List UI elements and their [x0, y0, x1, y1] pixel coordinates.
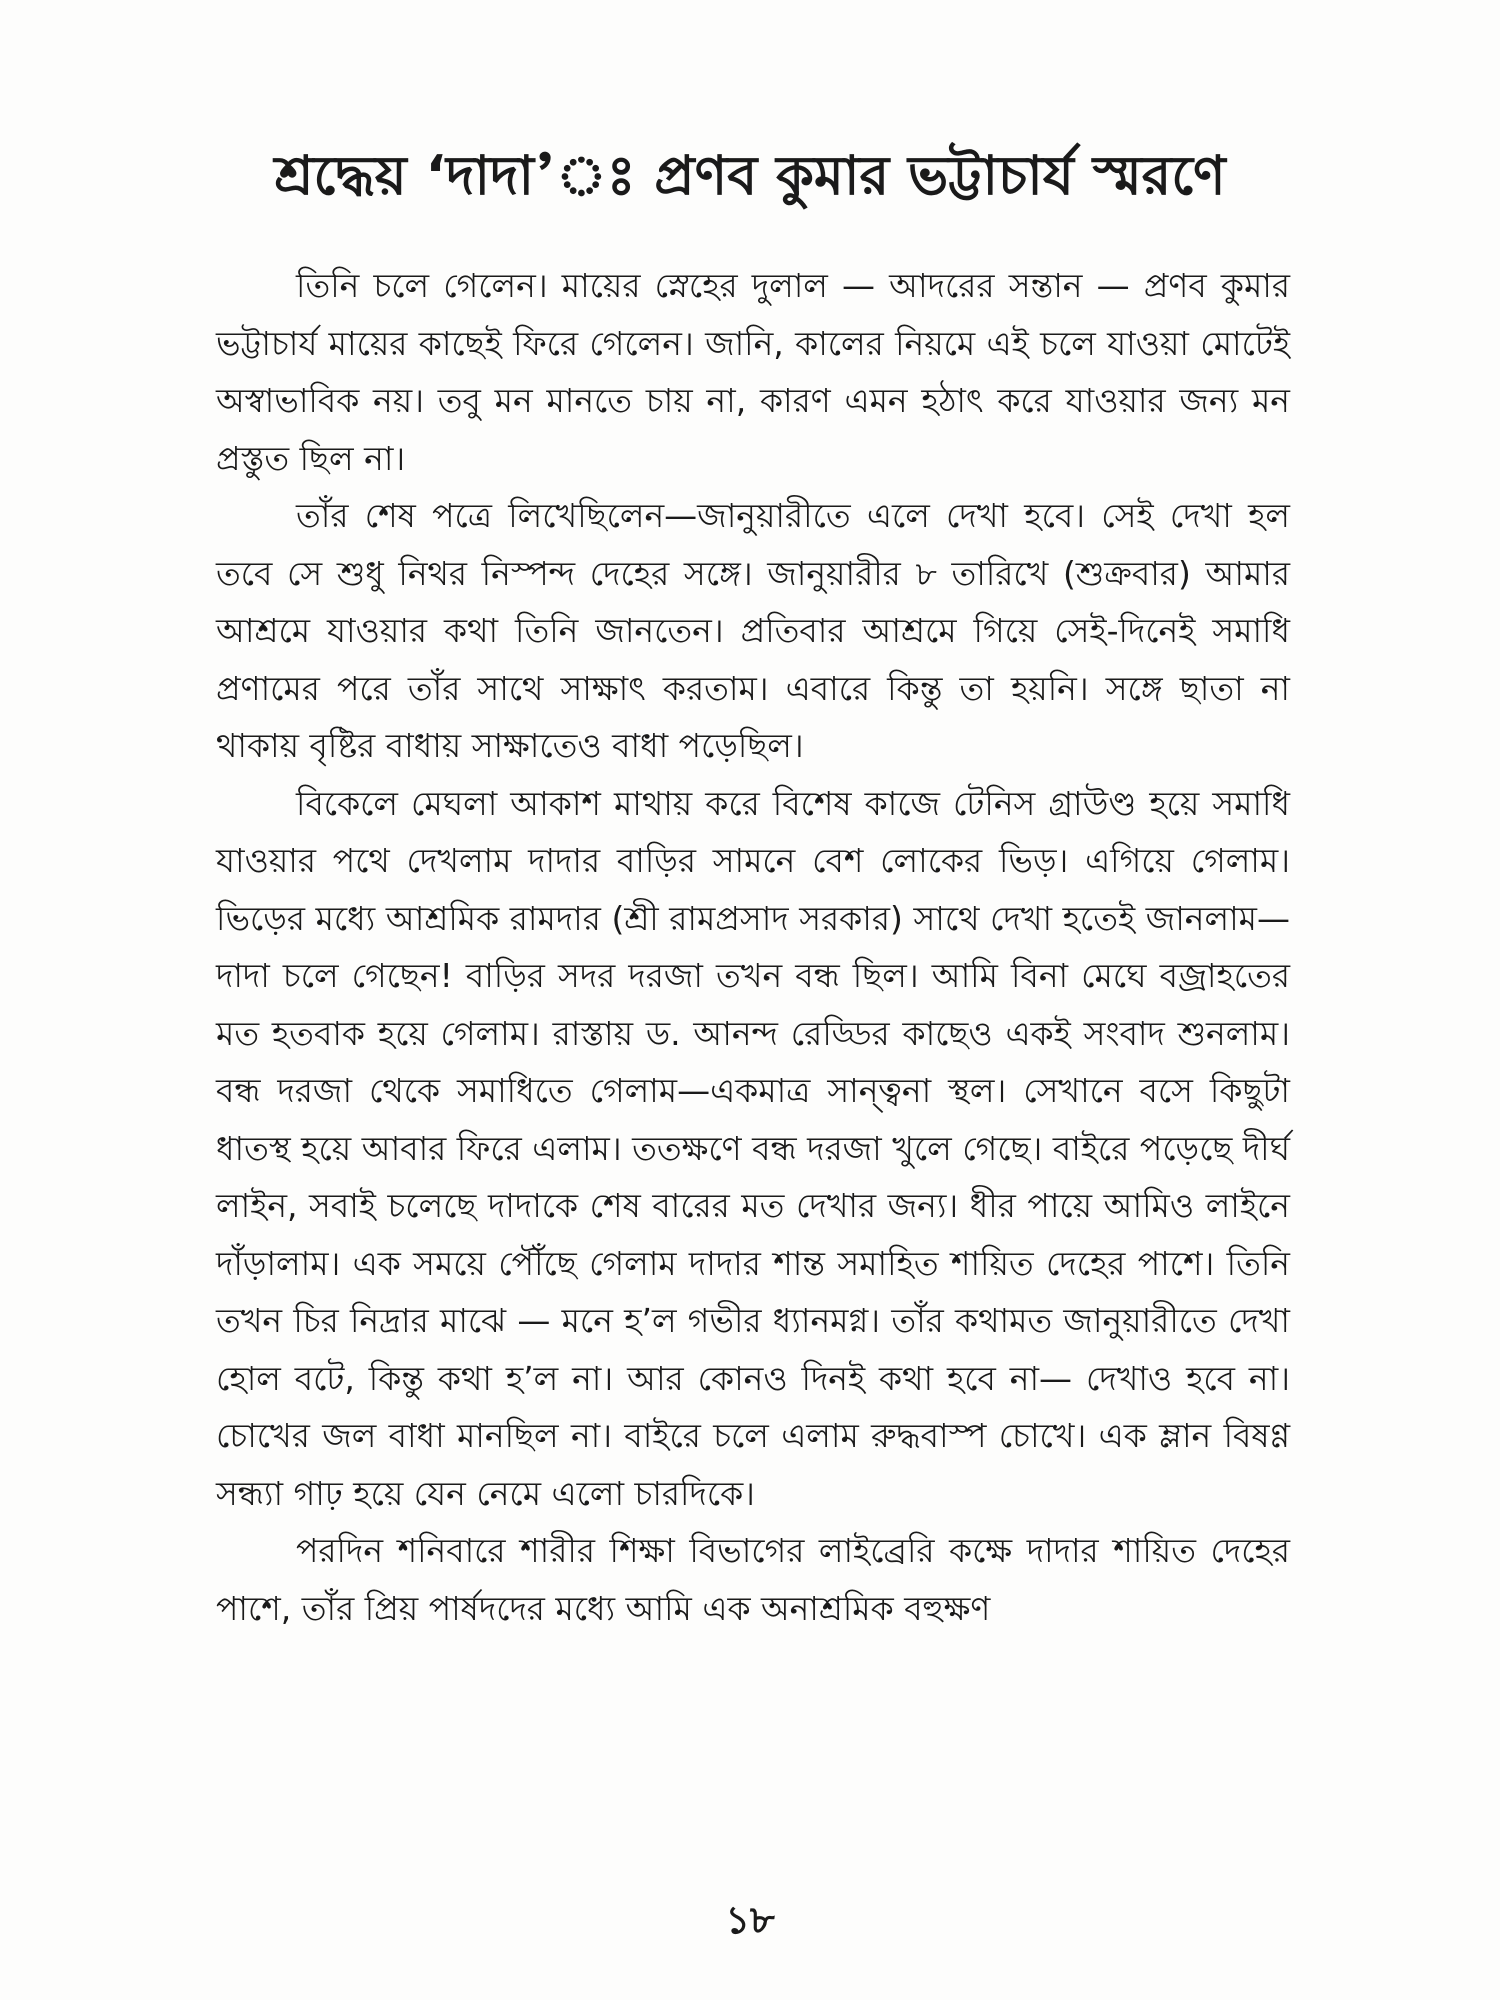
page-number: ১৮ — [725, 1898, 775, 1942]
paragraph-3: বিকেলে মেঘলা আকাশ মাথায় করে বিশেষ কাজে টেনিস গ্রাউণ্ড হয়ে সমাধি যাওয়ার পথে দেখলাম দাদার বাড়ির সামনে বেশ লোকের ভিড়। এগিয়ে গেলাম। ভিড়ের মধ্যে আশ্রমিক রামদার (শ্রী রামপ্রসাদ সরকার) সাথে দেখা হতেই জানলাম—দাদা চলে গেছেন! বাড়ির সদর দরজা তখন বন্ধ ছিল। আমি বিনা মেঘে বজ্রাহতের মত হতবাক হয়ে গেলাম। রাস্তায় ড. আনন্দ রেড্ডির কাছেও একই সংবাদ শুনলাম। বন্ধ দরজা থেকে সমাধিতে গেলাম—একমাত্র সান্ত্বনা স্থল। সেখানে বসে কিছুটা ধাতস্থ হয়ে আবার ফিরে এলাম। ততক্ষণে বন্ধ দরজা খুলে গেছে। বাইরে পড়েছে দীর্ঘ লাইন, সবাই চলেছে দাদাকে শেষ বারের মত দেখার জন্য। ধীর পায়ে আমিও লাইনে দাঁড়ালাম। এক সময়ে পৌঁছে গেলাম দাদার শান্ত সমাহিত শায়িত দেহের পাশে। তিনি তখন চির নিদ্রার মাঝে — মনে হ’ল গভীর ধ্যানমগ্ন। তাঁর কথামত জানুয়ারীতে দেখা হোল বটে, কিন্তু কথা হ’ল না। আর কোনও দিনই কথা হবে না— দেখাও হবে না। চোখের জল বাধা মানছিল না। বাইরে চলে এলাম রুদ্ধবাস্প চোখে। এক ম্লান বিষণ্ণ সন্ধ্যা গাঢ় হয়ে যেন নেমে এলো চারদিকে। — [216, 783, 1290, 1513]
paragraph-1: তিনি চলে গেলেন। মায়ের স্নেহের দুলাল — আদরের সন্তান — প্রণব কুমার ভট্টাচার্য মায়ের কাছেই ফিরে গেলেন। জানি, কালের নিয়মে এই চলে যাওয়া মোটেই অস্বাভাবিক নয়। তবু মন মানতে চায় না, কারণ এমন হঠাৎ করে যাওয়ার জন্য মন প্রস্তুত ছিল না। — [216, 266, 1290, 478]
paragraph-4: পরদিন শনিবারে শারীর শিক্ষা বিভাগের লাইব্রেরি কক্ষে দাদার শায়িত দেহের পাশে, তাঁর প্রিয় পার্ষদদের মধ্যে আমি এক অনাশ্রমিক বহুক্ষণ — [216, 1531, 1290, 1628]
article-body — [216, 257, 1290, 1637]
page-title: শ্রদ্ধেয় ‘দাদা’ঃ প্রণব কুমার ভট্টাচার্য স্মরণে — [274, 144, 1226, 208]
paragraph-2: তাঁর শেষ পত্রে লিখেছিলেন—জানুয়ারীতে এলে দেখা হবে। সেই দেখা হল তবে সে শুধু নিথর নিস্পন্দ দেহের সঙ্গে। জানুয়ারীর ৮ তারিখে (শুক্রবার) আমার আশ্রমে যাওয়ার কথা তিনি জানতেন। প্রতিবার আশ্রমে গিয়ে সেই-দিনেই সমাধি প্রণামের পরে তাঁর সাথে সাক্ষাৎ করতাম। এবারে কিন্তু তা হয়নি। সঙ্গে ছাতা না থাকায় বৃষ্টির বাধায় সাক্ষাতেও বাধা পড়েছিল। — [216, 496, 1290, 765]
